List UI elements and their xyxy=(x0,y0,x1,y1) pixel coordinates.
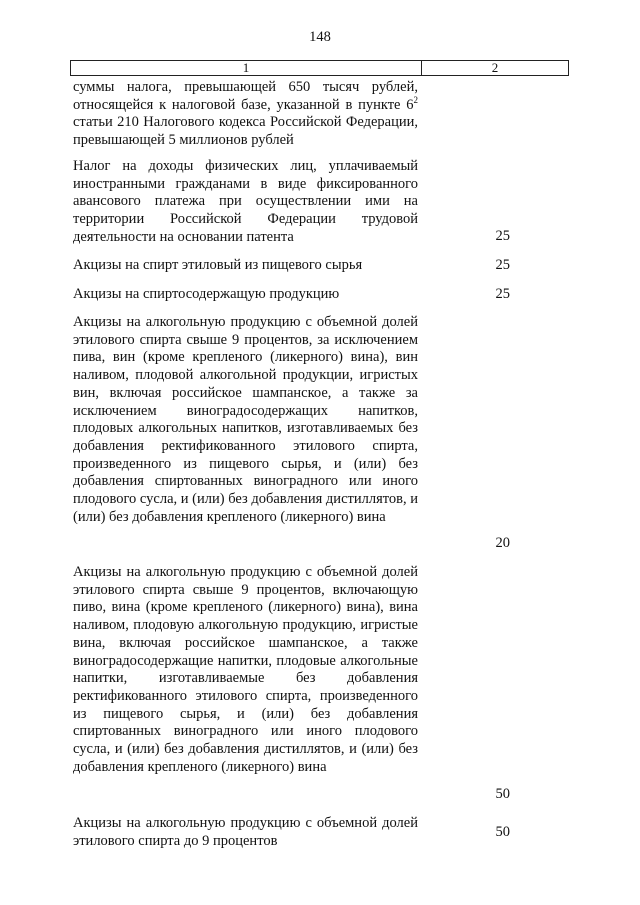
table-row-rate: 50 xyxy=(495,786,510,802)
table-row-description: Акцизы на алкогольную продукцию с объемной долей этилового спирта до 9 процентов xyxy=(73,815,418,849)
table-header xyxy=(70,60,569,76)
table-row-rate: 50 xyxy=(495,824,510,840)
table-header-col1: 1 xyxy=(71,61,422,75)
table-row-description: Акцизы на спирт этиловый из пищевого сырья xyxy=(73,257,363,273)
table-row-description: Акцизы на алкогольную продукцию с объемной долей этилового спирта свыше 9 процентов, включающую пиво, вина (кроме крепленого (ликерного) вина), вина наливом, плодовую алкогольную продукцию, игристые вина, включая российское шампанское, а также виноградосодержащие напитки, плодовые алкогольные напитки, изготавливаемые без добавления ректификованного этилового спирта, произведенного из пищевого сырья, и (или) без добавления спиртованных виноградного или иного плодового сусла, и (или) без добавления дистиллятов, и (или) без добавления крепленого (ликерного) вина xyxy=(73,564,418,775)
table-row-rate: 25 xyxy=(495,228,510,244)
table-row-description: Акцизы на алкогольную продукцию с объемной долей этилового спирта свыше 9 процентов, за исключением пива, вин (кроме крепленого (ликерного) вина), вин наливом, плодовой алкогольной продукции, игристых вин, включая российское шампанское, а также за исключением виноградосодержащих напитков, плодовых алкогольных напитков, изготавливаемых без добавления ректификованного этилового спирта, произведенного из пищевого сырья, и (или) без добавления спиртованных виноградного или иного плодового сусла, и (или) без добавления дистиллятов, и (или) без добавления крепленого (ликерного) вина xyxy=(73,314,418,525)
table-row-rate: 25 xyxy=(495,286,510,302)
table-row-rate: 20 xyxy=(495,535,510,551)
table-row-description: Налог на доходы физических лиц, уплачиваемый иностранными гражданами в виде фиксированного авансового платежа при осуществлении ими на территории Российской Федерации трудовой деятельности на основании патента xyxy=(73,158,418,245)
table-row-description: суммы налога, превышающей 650 тысяч рублей, относящейся к налоговой базе, указанной в пункте $6^2$ статьи 210 Налогового кодекса Российской Федерации, превышающей 5 миллионов рублей xyxy=(73,79,418,149)
table-row-description: Акцизы на спиртосодержащую продукцию xyxy=(73,286,340,302)
table-header-col2: 2 xyxy=(491,60,499,75)
page-number: 148 xyxy=(309,29,331,45)
table-row-rate: 25 xyxy=(495,257,510,273)
